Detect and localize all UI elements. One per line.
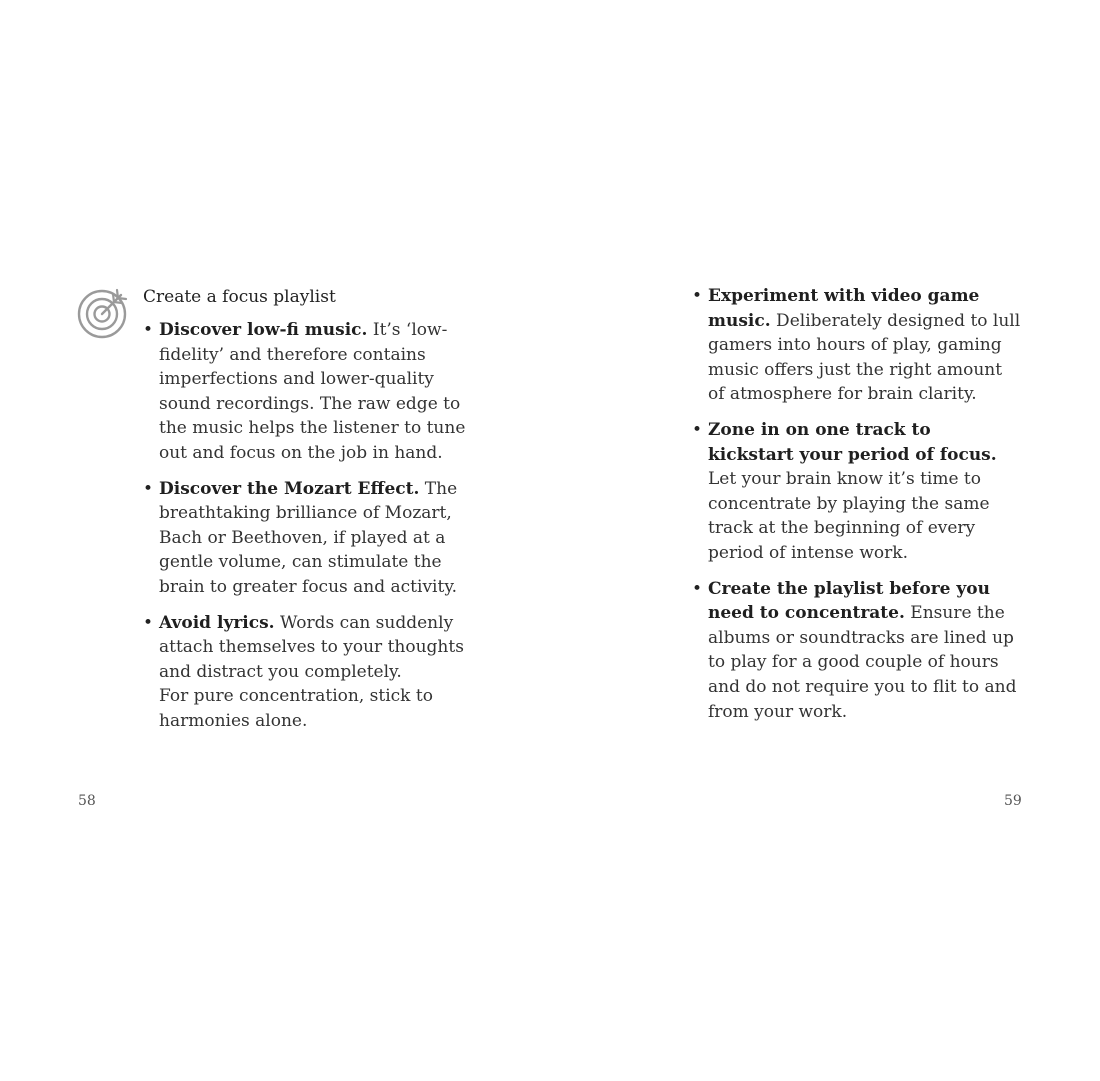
bullet-text: Deliberately designed to lull gamers into hours of play, gaming music offers just the right amount of atmosphere for brain clarity.: [708, 310, 1021, 405]
bullet-title: Discover low-fi music.: [159, 320, 368, 340]
list-item: [692, 577, 1022, 725]
bullet-text-continued: For pure concentration, stick to harmonies alone.: [159, 686, 433, 731]
page-number: 58: [78, 793, 96, 809]
bullet-title: Create the playlist before you need to concentrate.: [708, 578, 990, 624]
bullet-text: Ensure the albums or soundtracks are lined up to play for a good couple of hours and do not require you to flit to and from your work.: [708, 603, 1017, 722]
list-item: [692, 284, 1022, 407]
list-item: [143, 611, 473, 734]
left-bullet-list: [143, 318, 473, 745]
bullet-text: It’s ‘low-fidelity’ and therefore contains imperfections and lower-quality sound recordings. The raw edge to the music helps the listener to tune out and focus on the job in hand.: [159, 320, 466, 463]
right-page: [550, 0, 1100, 1081]
bullet-title: Zone in on one track to kickstart your period of focus.: [708, 419, 997, 465]
bullet-title: Discover the Mozart Effect.: [159, 478, 420, 499]
bullet-title: Experiment with video game music.: [708, 286, 980, 331]
page-number: 59: [1004, 793, 1022, 809]
target-icon: [77, 285, 131, 339]
list-item: [692, 418, 1022, 566]
bullet-text: Let your brain know it’s time to concentrate by playing the same track at the beginning of every period of intense work.: [708, 469, 990, 563]
bullet-title: Avoid lyrics.: [159, 612, 275, 633]
bullet-text: The breathtaking brilliance of Mozart, Bach or Beethoven, if played at a gentle volume, can stimulate the brain to greater focus and activity.: [159, 478, 458, 597]
section-heading: Create a focus playlist: [143, 287, 336, 307]
bullet-text: Words can suddenly attach themselves to your thoughts and distract you completely.: [159, 612, 464, 682]
list-item: [143, 318, 473, 466]
list-item: [143, 477, 473, 600]
right-bullet-list: [692, 284, 1022, 735]
